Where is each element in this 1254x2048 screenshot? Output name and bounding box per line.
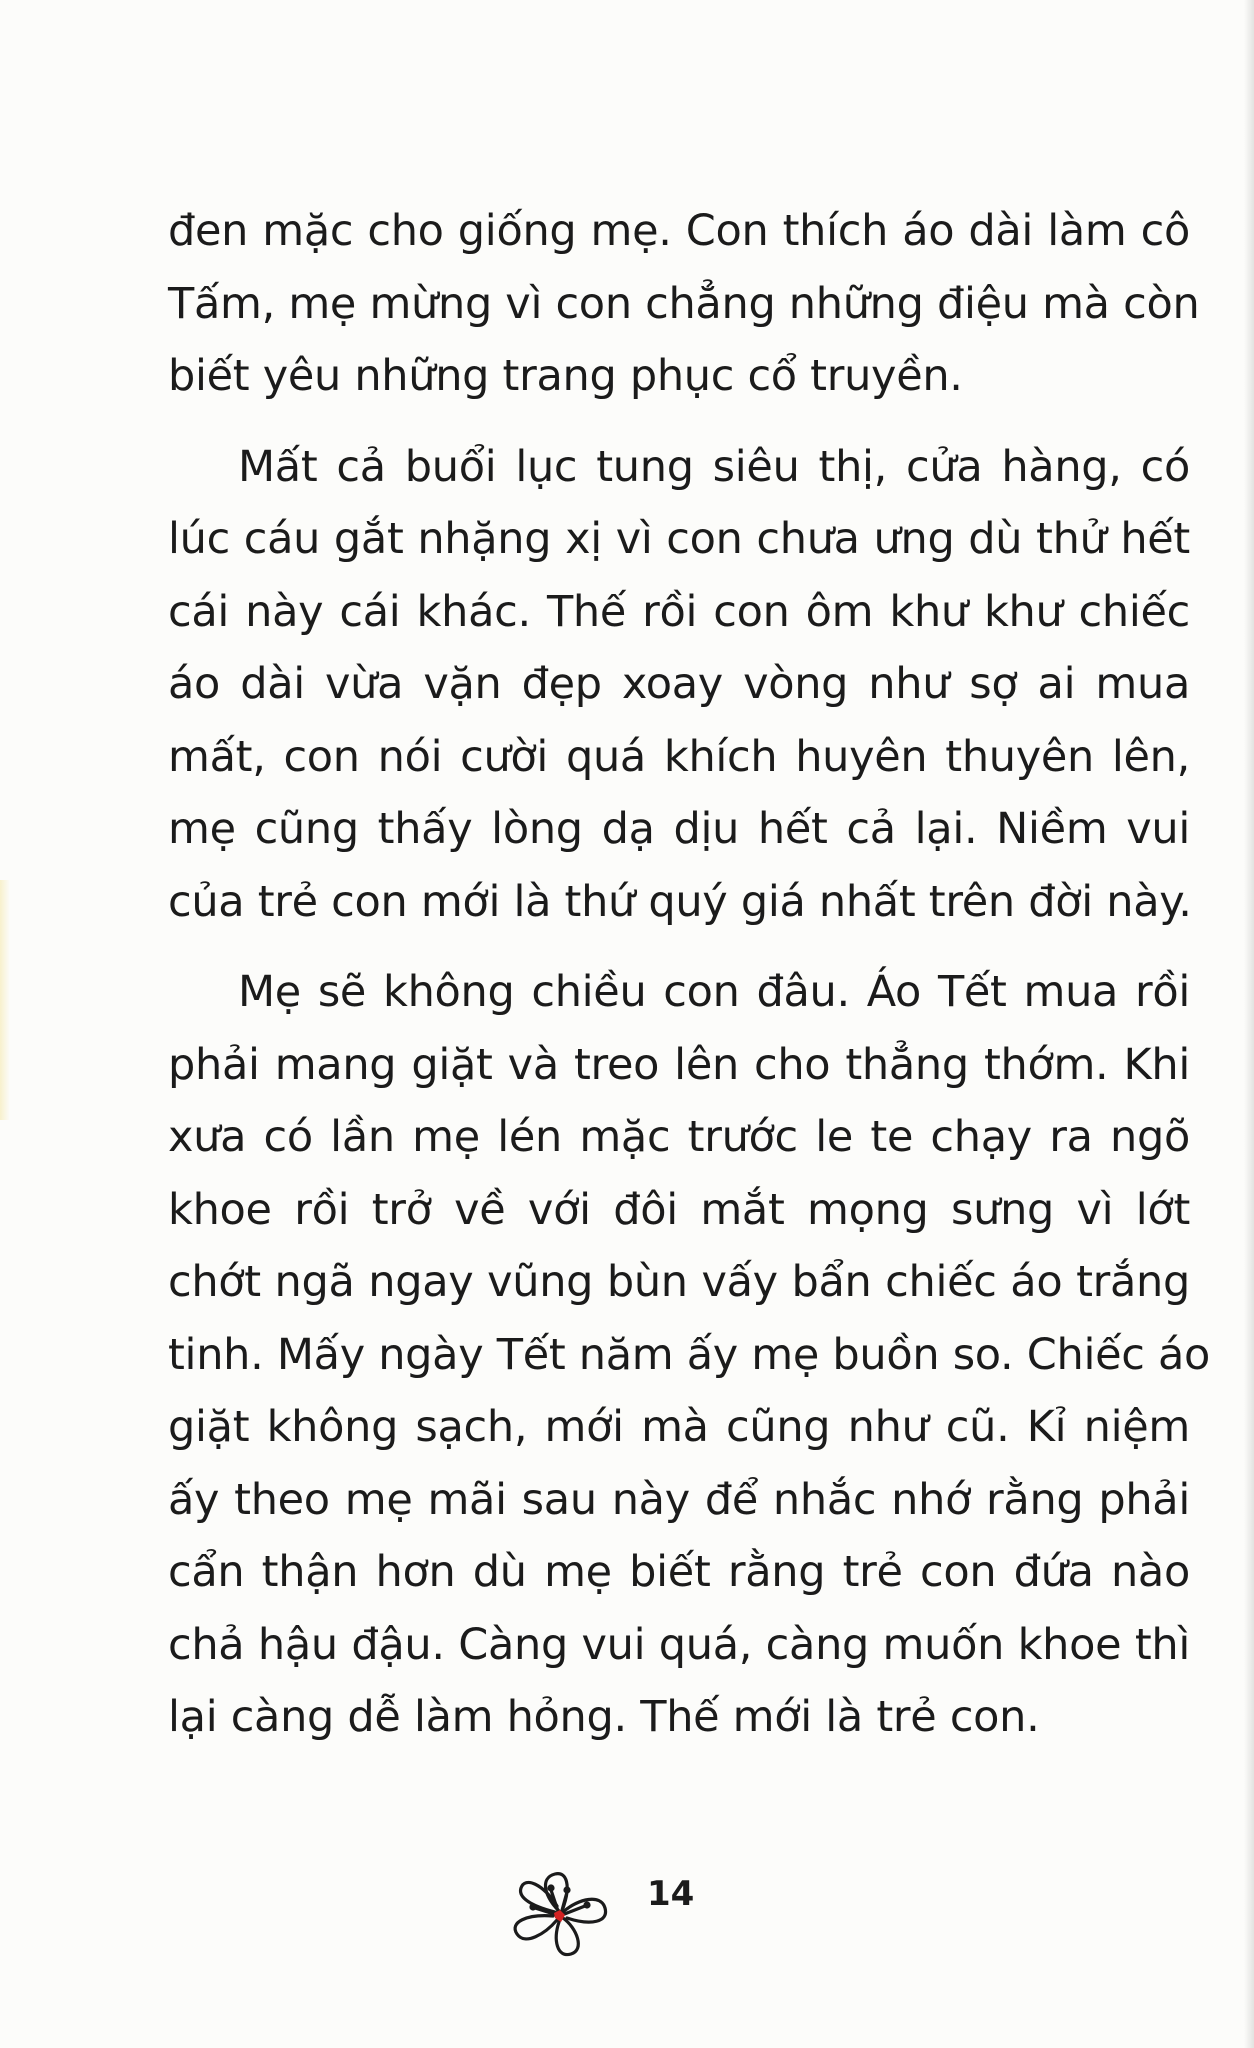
paragraph-2 (168, 431, 1190, 939)
text-line: xưa có lần mẹ lén mặc trước le te chạy ra ngõ (168, 1112, 1190, 1162)
paragraph-3 (168, 956, 1211, 1754)
text-line: đen mặc cho giống mẹ. Con thích áo dài làm cô (168, 206, 1190, 256)
text-line: Mất cả buổi lục tung siêu thị, cửa hàng, có (238, 441, 1190, 492)
paragraph-1 (168, 195, 1200, 413)
page-number: 14 (647, 1874, 695, 1914)
page-edge-tint (0, 880, 10, 1120)
text-line: mất, con nói cười quá khích huyên thuyên lên, (168, 731, 1190, 782)
text-line: của trẻ con mới là thứ quý giá nhất trên đời này. (168, 876, 1192, 927)
text-line: Tấm, mẹ mừng vì con chẳng những điệu mà còn (168, 278, 1200, 329)
text-line: biết yêu những trang phục cổ truyền. (168, 351, 963, 401)
page-edge-shadow (1244, 0, 1254, 2048)
text-line: cái này cái khác. Thế rồi con ôm khư khư chiếc (168, 586, 1190, 637)
text-line: giặt không sạch, mới mà cũng như cũ. Kỉ niệm (168, 1402, 1190, 1452)
text-line: khoe rồi trở về với đôi mắt mọng sưng vì lớt (168, 1184, 1190, 1235)
text-line: Mẹ sẽ không chiều con đâu. Áo Tết mua rồi (238, 967, 1190, 1017)
page-footer (505, 1868, 725, 1958)
text-line: ấy theo mẹ mãi sau này để nhắc nhớ rằng phải (168, 1474, 1190, 1525)
text-line: cẩn thận hơn dù mẹ biết rằng trẻ con đứa nào (168, 1547, 1190, 1597)
text-line: phải mang giặt và treo lên cho thẳng thớm. Khi (168, 1039, 1190, 1090)
text-line: lúc cáu gắt nhặng xị vì con chưa ưng dù thử hết (168, 514, 1190, 564)
text-line: chả hậu đậu. Càng vui quá, càng muốn khoe thì (168, 1619, 1190, 1670)
flower-ornament-icon (505, 1868, 615, 1958)
text-line: tinh. Mấy ngày Tết năm ấy mẹ buồn so. Chiếc áo (168, 1329, 1211, 1380)
body-text (168, 195, 1211, 1754)
text-line: mẹ cũng thấy lòng dạ dịu hết cả lại. Niềm vui (168, 804, 1190, 854)
text-line: chớt ngã ngay vũng bùn vấy bẩn chiếc áo trắng (168, 1257, 1190, 1307)
text-line: lại càng dễ làm hỏng. Thế mới là trẻ con. (168, 1692, 1040, 1742)
text-line: áo dài vừa vặn đẹp xoay vòng như sợ ai mua (168, 659, 1190, 709)
